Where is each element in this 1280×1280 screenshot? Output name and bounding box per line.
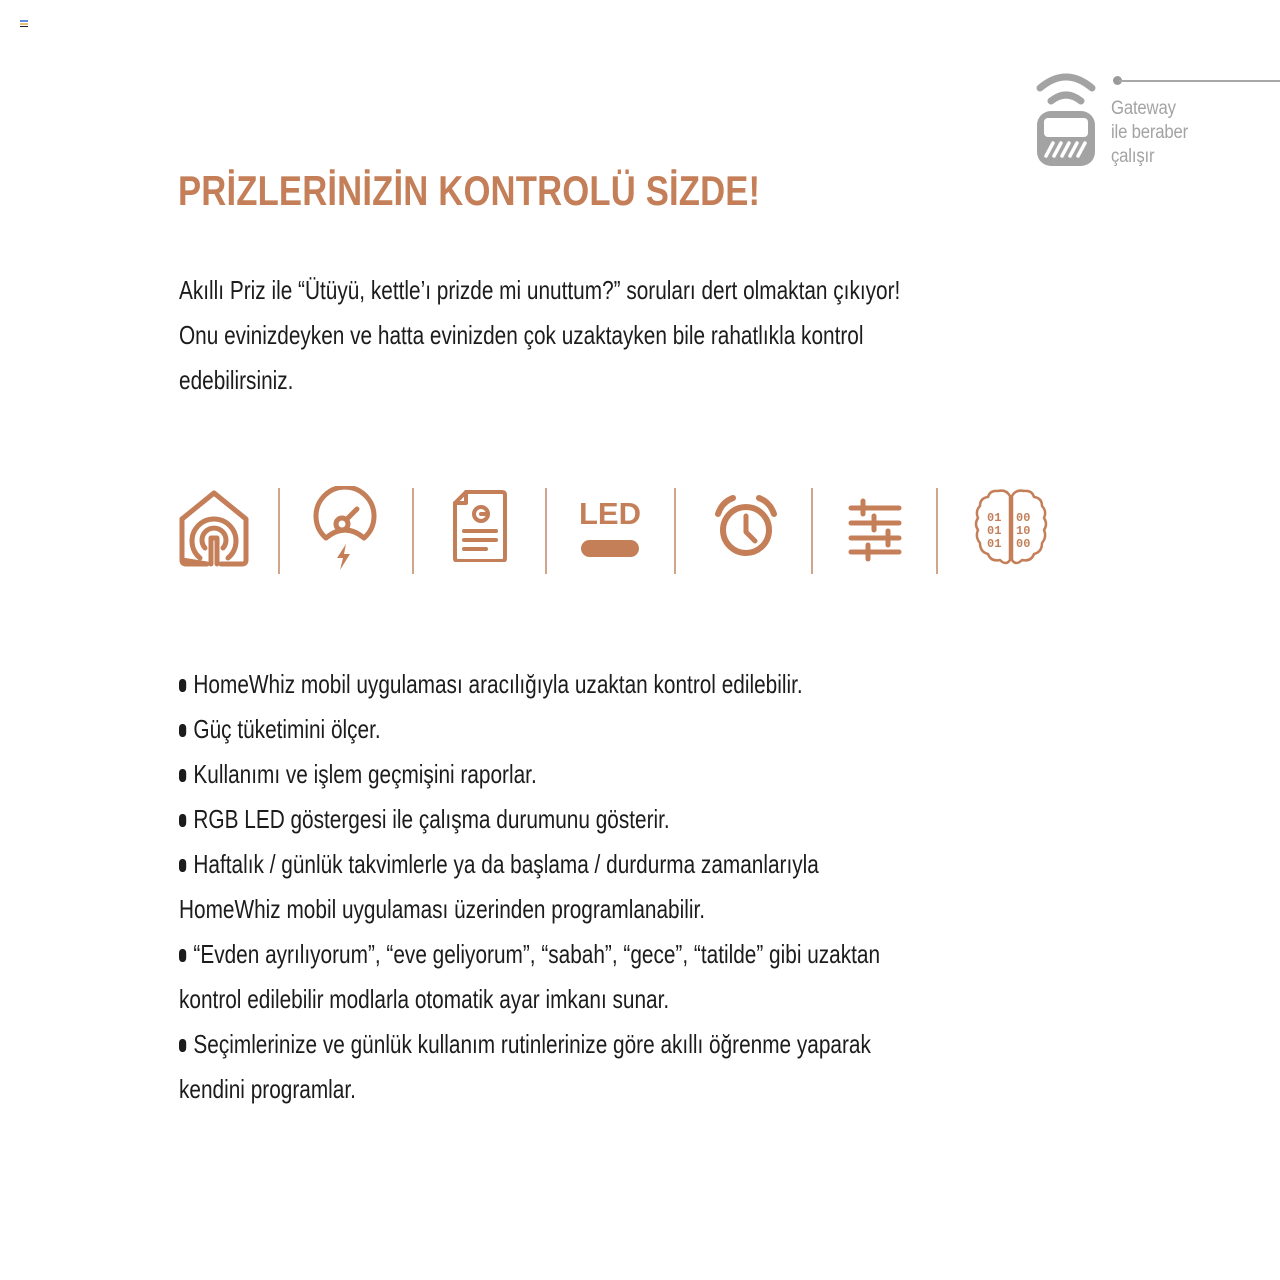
feature-item-continuation	[179, 887, 880, 932]
feature-item	[179, 797, 880, 842]
gateway-connector-line	[1113, 76, 1280, 86]
power-meter-icon	[312, 486, 378, 572]
feature-icon-1	[178, 486, 250, 578]
feature-icon-3	[452, 486, 508, 578]
feature-list	[179, 662, 880, 1112]
intro-line: edebilirsiniz.	[179, 365, 294, 395]
sliders-settings-icon	[848, 486, 902, 562]
report-document-icon	[452, 486, 508, 562]
icon-divider	[936, 488, 938, 574]
led-indicator-icon	[578, 486, 642, 562]
feature-item-continuation	[179, 977, 880, 1022]
svg-text:01: 01	[987, 511, 1002, 525]
bullet-icon	[179, 859, 186, 872]
bullet-icon	[179, 814, 186, 827]
svg-text:10: 10	[1016, 524, 1031, 538]
feature-text: HomeWhiz mobil uygulaması aracılığıyla uzaktan kontrol edilebilir.	[193, 669, 803, 699]
icon-divider	[545, 488, 547, 574]
bullet-icon	[179, 679, 186, 692]
svg-text:01: 01	[987, 524, 1002, 538]
smart-home-remote-icon	[178, 486, 250, 568]
feature-icon-4	[578, 486, 642, 578]
bullet-icon	[179, 724, 186, 737]
feature-text: Seçimlerinize ve günlük kullanım rutinlerinize göre akıllı öğrenme yaparak	[193, 1029, 871, 1059]
page-title: PRİZLERİNİZİN KONTROLÜ SİZDE!	[178, 167, 761, 214]
feature-text: “Evden ayrılıyorum”, “eve geliyorum”, “sabah”, “gece”, “tatilde” gibi uzaktan	[193, 939, 881, 969]
feature-text: Haftalık / günlük takvimlerle ya da başlama / durdurma zamanlarıyla	[193, 849, 819, 879]
ai-brain-icon	[973, 486, 1049, 570]
gateway-caption-line: ile beraber	[1111, 122, 1189, 143]
svg-text:LED: LED	[579, 496, 641, 531]
bullet-icon	[179, 769, 186, 782]
svg-text:00: 00	[1016, 511, 1031, 525]
bullet-icon	[179, 949, 186, 962]
feature-icon-5	[714, 486, 778, 578]
intro-paragraph	[179, 268, 900, 403]
feature-item-continuation	[179, 1067, 880, 1112]
feature-item	[179, 932, 880, 977]
feature-text: Kullanımı ve işlem geçmişini raporlar.	[193, 759, 537, 789]
bullet-icon	[179, 1039, 186, 1052]
gateway-caption	[1111, 97, 1188, 169]
gateway-caption-line: Gateway	[1111, 98, 1176, 119]
icon-divider	[811, 488, 813, 574]
feature-icon-7	[973, 486, 1049, 578]
icon-divider	[278, 488, 280, 574]
feature-item	[179, 752, 880, 797]
gateway-caption-line: çalışır	[1111, 146, 1155, 167]
feature-icons-row	[176, 486, 1056, 578]
intro-line: Akıllı Priz ile “Ütüyü, kettle’ı prizde mi unuttum?” soruları dert olmaktan çıkıyor!	[179, 275, 901, 305]
svg-text:00: 00	[1016, 537, 1031, 551]
feature-text: RGB LED göstergesi ile çalışma durumunu gösterir.	[193, 804, 670, 834]
alarm-clock-icon	[714, 486, 778, 562]
feature-item	[179, 707, 880, 752]
feature-icon-6	[848, 486, 902, 578]
feature-text: kendini programlar.	[179, 1074, 356, 1104]
feature-item	[179, 842, 880, 887]
feature-text: Güç tüketimini ölçer.	[193, 714, 381, 744]
intro-line: Onu evinizdeyken ve hatta evinizden çok uzaktayken bile rahatlıkla kontrol	[179, 320, 864, 350]
icon-divider	[412, 488, 414, 574]
svg-text:01: 01	[987, 537, 1002, 551]
feature-icon-2	[312, 486, 378, 578]
feature-text: kontrol edilebilir modlarla otomatik ayar imkanı sunar.	[179, 984, 670, 1014]
gateway-router-icon	[1034, 68, 1098, 170]
icon-divider	[674, 488, 676, 574]
corner-mark	[20, 20, 28, 27]
feature-item	[179, 1022, 880, 1067]
feature-text: HomeWhiz mobil uygulaması üzerinden programlanabilir.	[179, 894, 706, 924]
feature-item	[179, 662, 880, 707]
